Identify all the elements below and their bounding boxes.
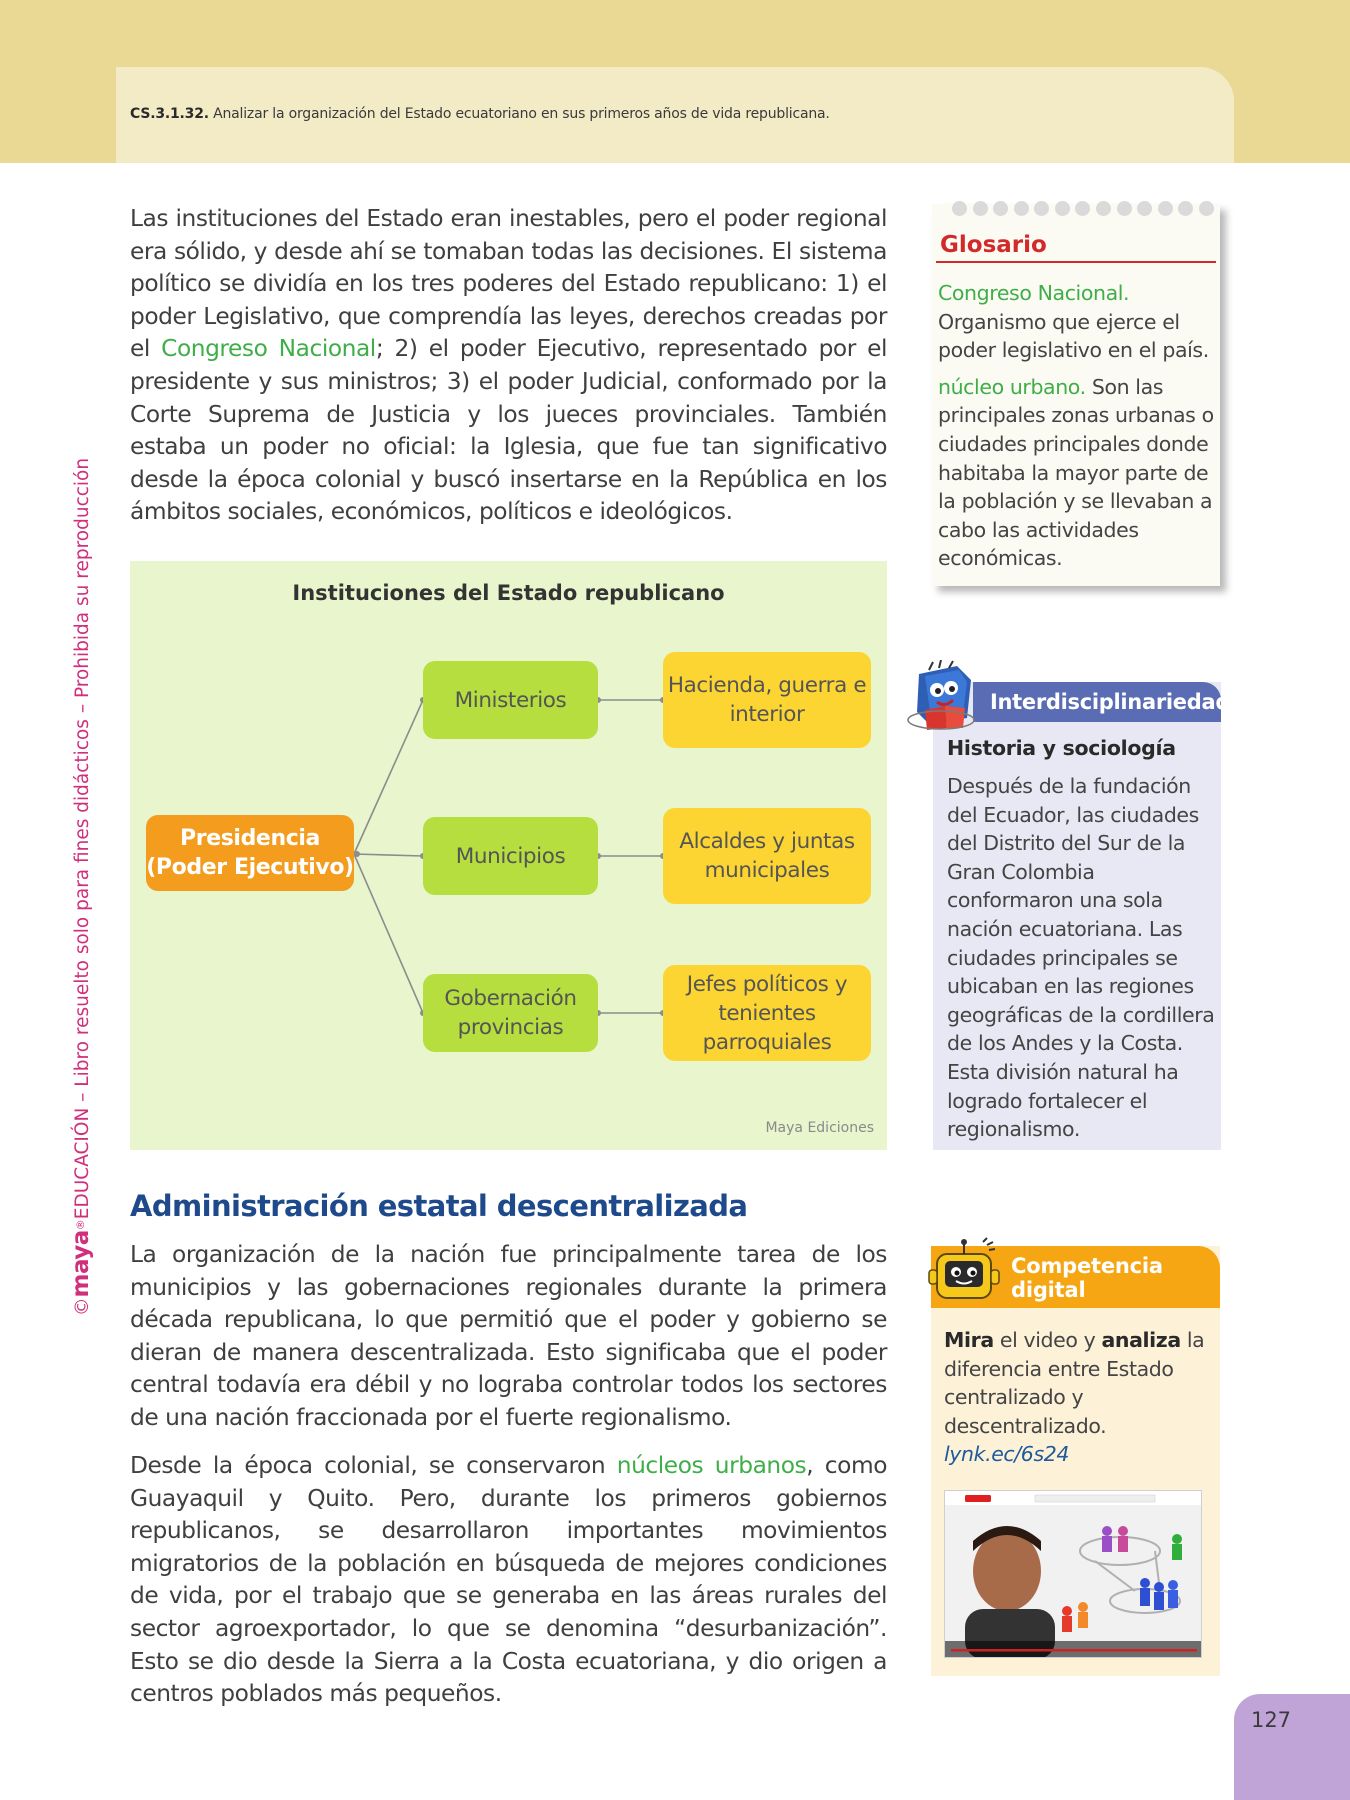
node-municipios: Municipios <box>423 817 598 895</box>
glossary-box <box>932 204 1220 586</box>
node-gobernacion: Gobernación provincias <box>423 974 598 1052</box>
digital-competence-text: Mira el video y analiza la diferencia entre Estado centralizado y descentralizado. lynk.ec/6s24 <box>944 1328 1205 1467</box>
glossary-entries <box>938 279 1214 573</box>
node-presidencia: Presidencia (Poder Ejecutivo) <box>146 815 354 891</box>
glossary-term-link[interactable]: Congreso Nacional <box>161 335 376 363</box>
institutions-diagram <box>130 561 887 1150</box>
interdisciplinary-text: Después de la fundación del Ecuador, las ciudades del Distrito del Sur de la Gran Colombia conformaron una sola nación ecuatoriana. Las ciudades principales se ubicaban en las regiones geográficas de la cordillera de los Andes y la Costa. Esta división natural ha logrado fortalecer el regionalismo. <box>947 774 1215 1142</box>
section-paragraph-1: La organización de la nación fue principalmente tarea de los municipios y las gobernaciones regionales durante la primera década republicana, lo que permitió que el poder y gobierno se dieran de manera descentralizada. Esto significaba que el poder central todavía era débil y no lograba controlar todos los sectores de una nación fraccionada por el fuerte regionalismo. <box>130 1241 887 1431</box>
glossary-entry: Congreso Nacional. Organismo que ejerce el poder legislativo en el país. <box>938 281 1209 363</box>
glossary-title: Glosario <box>940 232 1047 258</box>
glossary-divider <box>936 261 1216 263</box>
notepad-holes <box>952 201 1214 217</box>
node-hacienda: Hacienda, guerra e interior <box>663 652 871 748</box>
intro-paragraph: Las instituciones del Estado eran inestables, pero el poder regional era sólido, y desde ahí se tomaban todas las decisiones. El sistema político se dividía en los tres poderes del Estado republicano: 1) el poder Legislativo, que comprendía las leyes, derechos creadas por el Congreso Nacional; 2) el poder Ejecutivo, representado por el presidente y sus ministros; 3) el poder Judicial, conformado por la Corte Suprema de Justicia y los jueces provinciales. También estaba un poder no oficial: la Iglesia, que fue tan significativo desde la época colonial y buscó insertarse en la República en los ámbitos sociales, económicos, políticos e ideológicos. <box>130 205 887 526</box>
section-title: Administración estatal descentralizada <box>130 1189 748 1223</box>
interdisciplinary-box <box>933 682 1231 1150</box>
digital-competence-heading: Competencia digital <box>1011 1254 1163 1302</box>
page-number: 127 <box>1250 1708 1292 1732</box>
glossary-term: Congreso Nacional. <box>938 281 1130 305</box>
glossary-term-link[interactable]: núcleos urbanos <box>616 1452 807 1479</box>
brand-logo: maya <box>68 1230 94 1298</box>
interdisciplinary-heading: Interdisciplinariedad <box>973 682 1221 722</box>
node-ministerios: Ministerios <box>423 661 598 739</box>
video-link[interactable]: lynk.ec/6s24 <box>944 1442 1070 1467</box>
skill-code: CS.3.1.32. <box>130 106 209 122</box>
copyright-text: EDUCACIÓN – Libro resuelto solo para fines didácticos – Prohibida su reproducción <box>72 457 93 1220</box>
node-alcaldes: Alcaldes y juntas municipales <box>663 808 871 904</box>
skill-text: Analizar la organización del Estado ecuatoriano en sus primeros años de vida republicana. <box>213 106 830 122</box>
page-number-tab <box>1234 1694 1350 1800</box>
section-paragraph-2: Desde la época colonial, se conservaron núcleos urbanos, como Guayaquil y Quito. Pero, durante los primeros gobiernos republicanos, se desarrollaron importantes movimientos migratorios de la población en búsqueda de mejores condiciones de vida, por el trabajo que se generaba en las áreas rurales del sector agroexportador, lo que se denomina “desurbanización”. Esto se dio desde la Sierra a la Costa ecuatoriana, y dio origen a centros poblados más pequeños. <box>130 1452 887 1708</box>
diagram-title: Instituciones del Estado republicano <box>292 581 725 605</box>
copyright-notice: ©maya®EDUCACIÓN – Libro resuelto solo para fines didácticos – Prohibida su reproducción <box>68 457 94 1316</box>
book-mascot-icon <box>907 660 979 734</box>
glossary-term: núcleo urbano. <box>938 374 1086 399</box>
interdisciplinary-subtitle: Historia y sociología <box>947 736 1176 760</box>
image-credit: Maya Ediciones <box>765 1120 874 1136</box>
glossary-entry: núcleo urbano. Son las principales zonas urbanas o ciudades principales donde habitaba la mayor parte de la población y se llevaban a cabo las actividades económicas. <box>938 374 1214 571</box>
video-thumbnail[interactable] <box>944 1490 1202 1658</box>
video-preview-image <box>945 1491 1202 1658</box>
robot-mascot-icon <box>927 1236 1005 1314</box>
digital-competence-box <box>931 1246 1220 1676</box>
node-jefes: Jefes políticos y tenientes parroquiales <box>663 965 871 1061</box>
skill-statement <box>130 106 830 122</box>
